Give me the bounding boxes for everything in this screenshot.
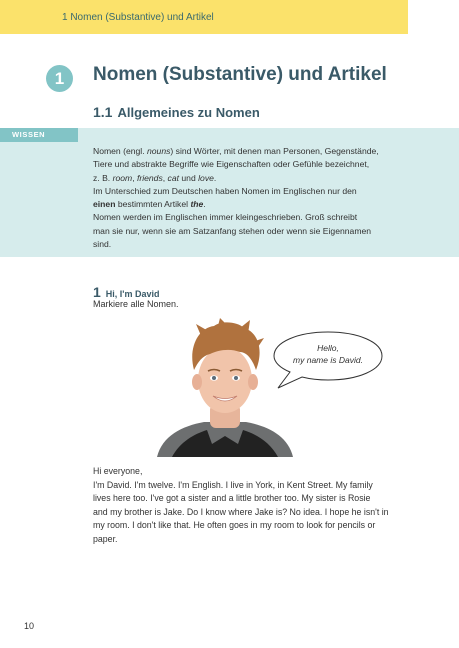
story-text: [93, 465, 423, 547]
speech-line: Hello,: [317, 343, 339, 353]
story-line: lives here too. I've got a sister and a little brother too. My sister is Rosie: [93, 493, 371, 504]
wissen-line: Tiere und abstrakte Begriffe wie Eigenschaften oder Gefühle bezeichnet,: [93, 159, 370, 170]
wissen-text: [93, 145, 413, 251]
chapter-number-badge: 1: [46, 65, 73, 92]
wissen-line: Nomen werden im Englischen immer kleingeschrieben. Groß schreibt: [93, 212, 358, 223]
example-word: cat: [167, 172, 180, 183]
story-line: Hi everyone,: [93, 466, 143, 476]
wissen-line: einen bestimmten Artikel the.: [93, 199, 206, 210]
wissen-line: Nomen (engl. nouns) sind Wörter, mit denen man Personen, Gegenstände,: [93, 146, 379, 156]
header-band: [0, 0, 408, 34]
wissen-line: man sie nur, wenn sie am Satzanfang stehen oder wenn sie Eigennamen: [93, 225, 372, 236]
exercise-heading: [93, 284, 159, 300]
speech-line: my name is David.: [293, 355, 363, 365]
running-head: 1 Nomen (Substantive) und Artikel: [62, 12, 214, 23]
story-line: my room. I don't like that. He often goes in my room to look for pencils or: [93, 520, 376, 531]
section-title-text: Allgemeines zu Nomen: [117, 105, 260, 120]
speech-text: [278, 342, 378, 366]
page-number: 10: [24, 621, 35, 631]
chapter-title: Nomen (Substantive) und Artikel: [93, 64, 387, 85]
story-line: I'm David. I'm twelve. I'm English. I live in York, in Kent Street. My family: [93, 479, 373, 490]
exercise-title: Hi, I'm David: [105, 289, 160, 299]
example-word: room: [112, 172, 133, 183]
article-the: the: [190, 199, 204, 210]
emphasis: einen: [93, 199, 116, 210]
story-line: paper.: [93, 533, 118, 544]
story-line: and my brother is Jake. Do I know where Jake is? No idea. I hope he isn't in: [93, 506, 389, 517]
example-word: friends: [136, 172, 163, 183]
example-word: love: [198, 172, 214, 183]
wissen-line: sind.: [93, 239, 112, 250]
section-number: 1.1: [93, 104, 113, 120]
wissen-line: Im Unterschied zum Deutschen haben Nomen im Englischen nur den: [93, 185, 357, 196]
exercise-instruction: Markiere alle Nomen.: [93, 299, 179, 309]
wissen-line: z. B. room, friends, cat und love.: [93, 172, 217, 183]
example-word: nouns: [146, 146, 171, 156]
wissen-label: WISSEN: [0, 128, 78, 142]
exercise-number: 1: [93, 284, 101, 300]
section-title: [93, 104, 260, 120]
